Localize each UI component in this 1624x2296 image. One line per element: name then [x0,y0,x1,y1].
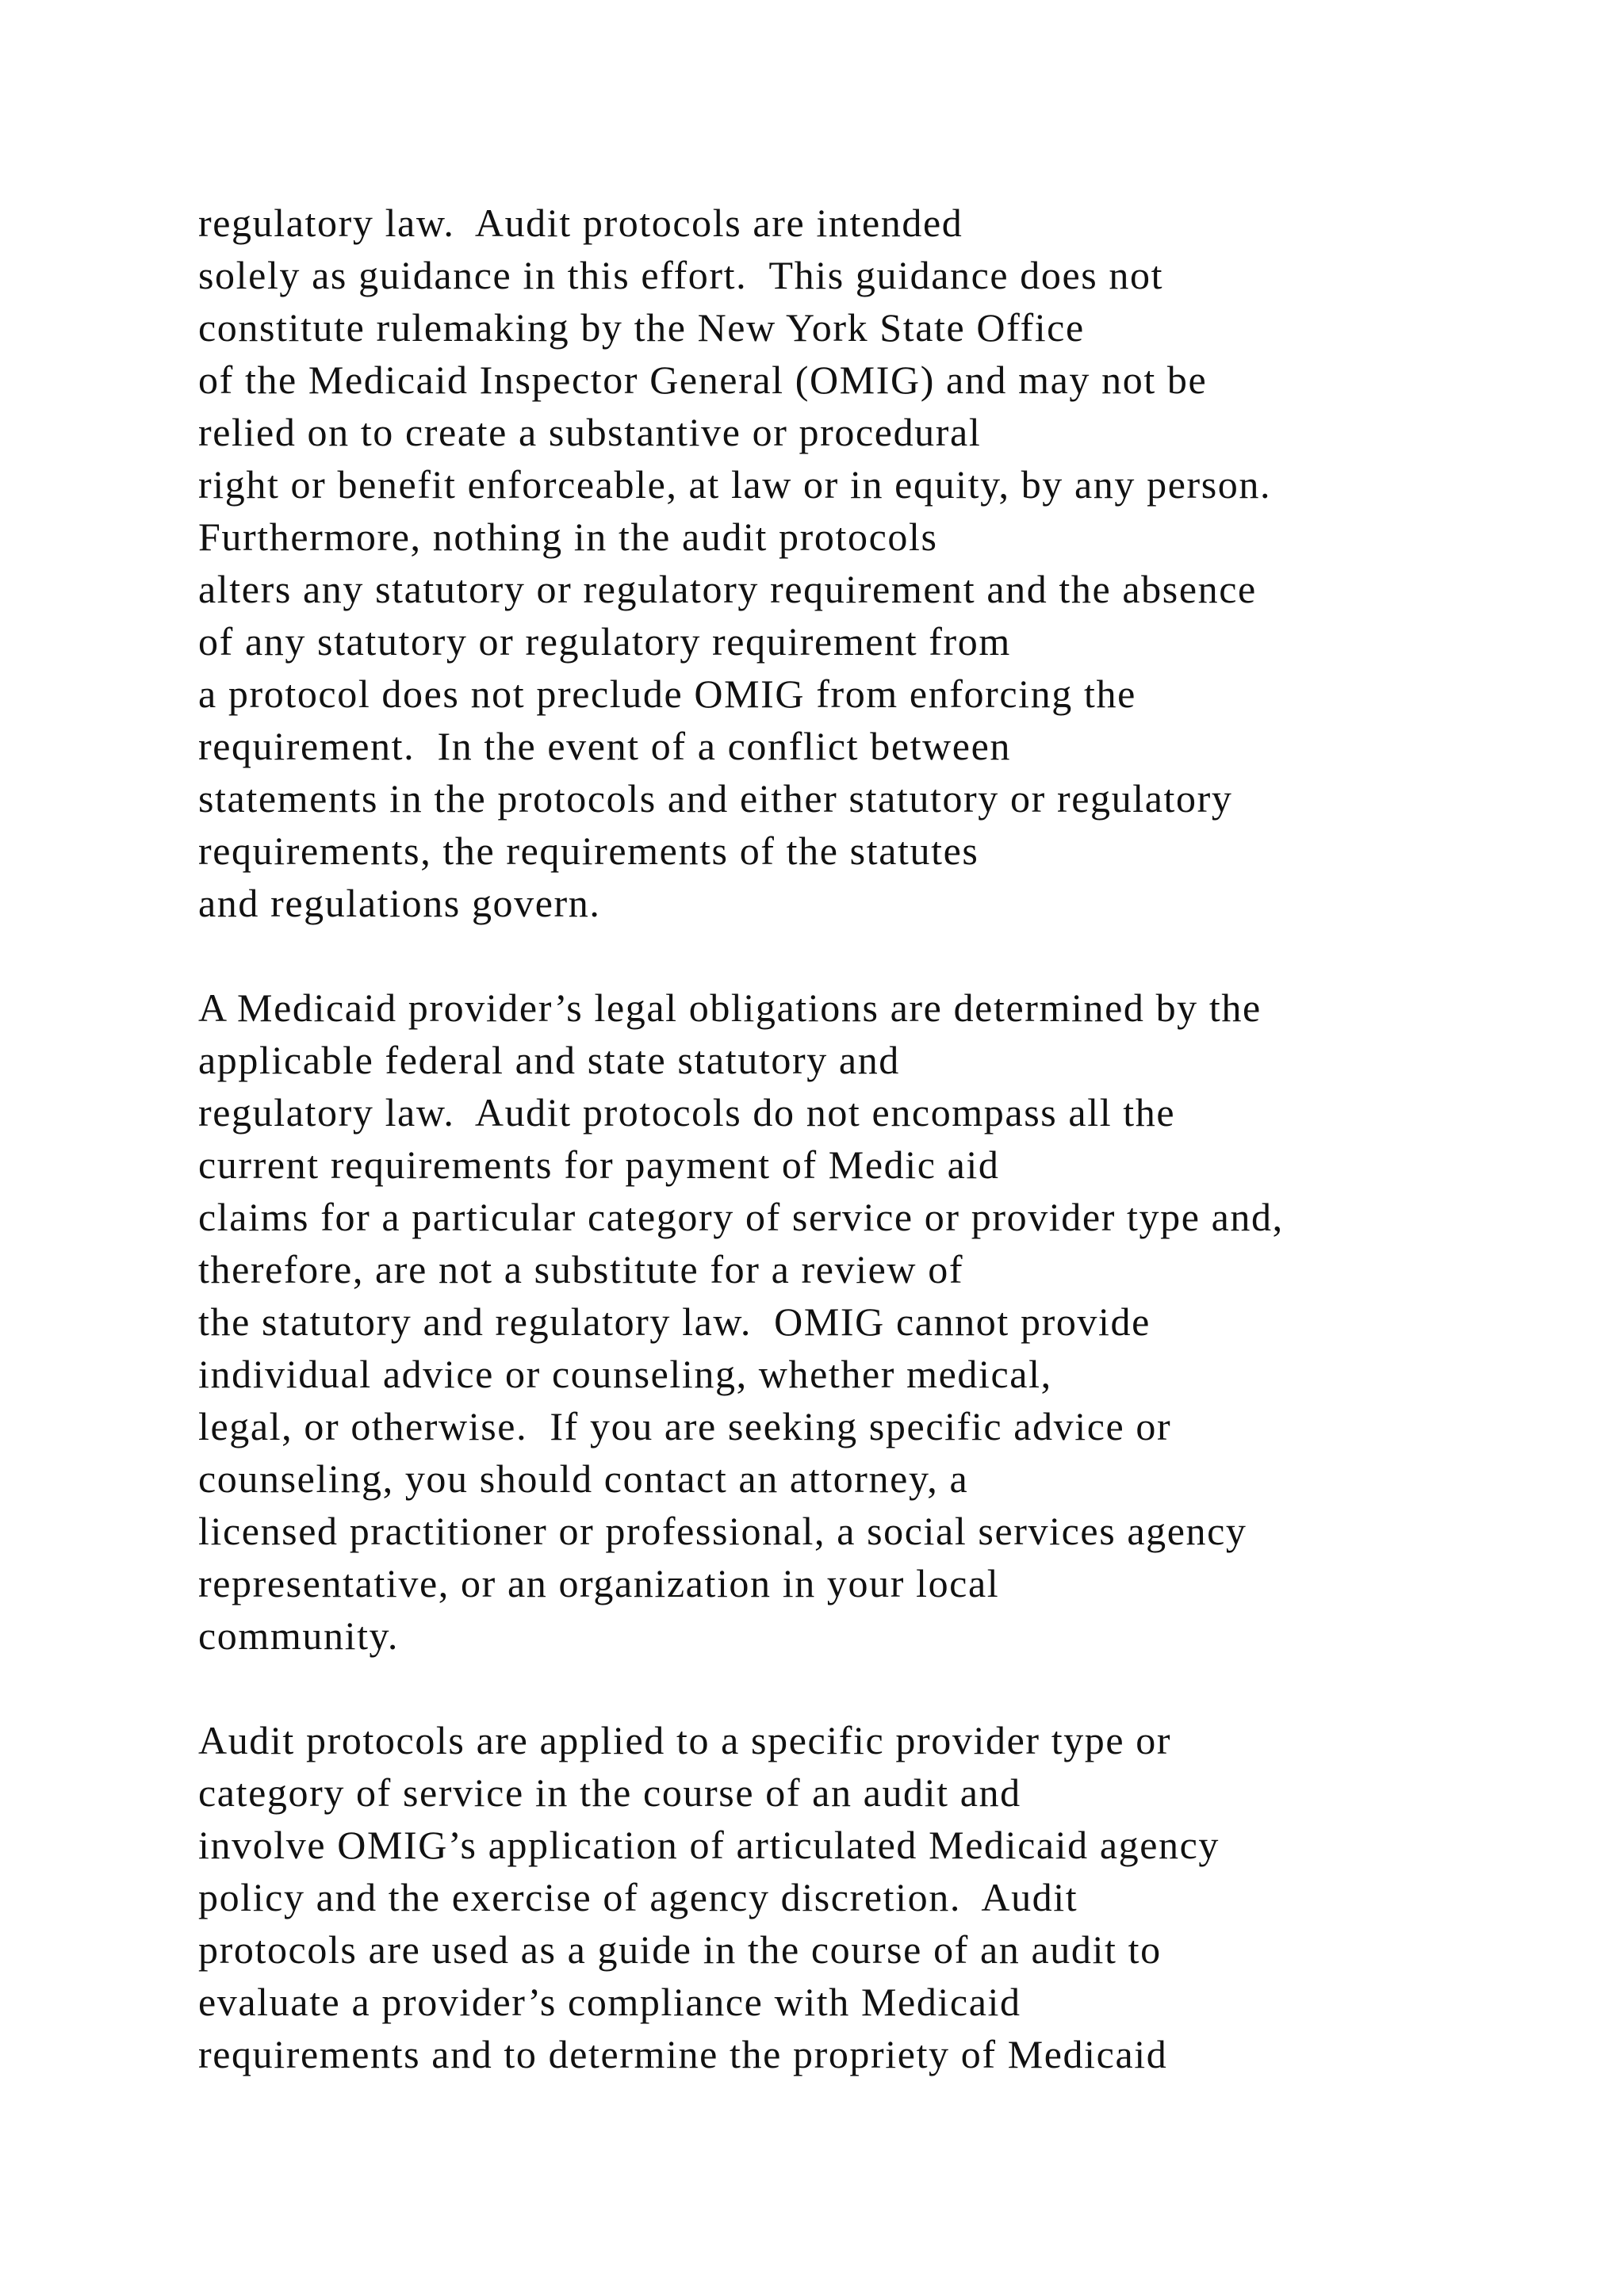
text-line: Audit protocols are applied to a specific provider type or [198,1718,1172,1762]
text-line: policy and the exercise of agency discretion. Audit [198,1875,1078,1919]
text-line: the statutory and regulatory law. OMIG cannot provide [198,1299,1151,1344]
text-line: regulatory law. Audit protocols do not encompass all the [198,1090,1176,1135]
text-line: therefore, are not a substitute for a review of [198,1247,964,1292]
paragraph-legal-obligations [198,982,1546,1662]
text-line: claims for a particular category of service or provider type and, [198,1195,1284,1239]
text-line: evaluate a provider’s compliance with Medicaid [198,1980,1021,2024]
text-line: of any statutory or regulatory requirement from [198,619,1011,664]
paragraph-disclaimer-guidance [198,197,1546,929]
text-line: protocols are used as a guide in the course of an audit to [198,1927,1162,1972]
text-line: current requirements for payment of Medic aid [198,1142,1000,1187]
text-line: requirements, the requirements of the statutes [198,828,979,873]
text-line: right or benefit enforceable, at law or in equity, by any person. [198,462,1272,507]
text-line: constitute rulemaking by the New York State Office [198,305,1085,350]
text-line: A Medicaid provider’s legal obligations are determined by the [198,985,1262,1030]
text-line: Furthermore, nothing in the audit protocols [198,515,938,559]
text-line: of the Medicaid Inspector General (OMIG) and may not be [198,358,1208,402]
text-line: statements in the protocols and either statutory or regulatory [198,776,1233,821]
text-line: relied on to create a substantive or procedural [198,410,982,454]
text-line: community. [198,1613,400,1658]
text-line: and regulations govern. [198,881,601,925]
document-body [198,197,1546,2080]
text-line: licensed practitioner or professional, a social services agency [198,1509,1247,1553]
text-line: applicable federal and state statutory and [198,1038,900,1082]
text-line: legal, or otherwise. If you are seeking specific advice or [198,1404,1172,1448]
text-line: requirements and to determine the propriety of Medicaid [198,2032,1168,2076]
text-line: individual advice or counseling, whether medical, [198,1352,1052,1396]
text-line: requirement. In the event of a conflict between [198,724,1011,768]
text-line: counseling, you should contact an attorney, a [198,1456,969,1501]
text-line: category of service in the course of an audit and [198,1770,1021,1815]
text-line: involve OMIG’s application of articulated Medicaid agency [198,1823,1220,1867]
text-line: solely as guidance in this effort. This guidance does not [198,253,1164,297]
paragraph-audit-application [198,1714,1546,2080]
text-line: alters any statutory or regulatory requirement and the absence [198,567,1257,611]
text-line: representative, or an organization in your local [198,1561,1000,1605]
text-line: a protocol does not preclude OMIG from enforcing the [198,672,1136,716]
text-line: regulatory law. Audit protocols are intended [198,201,963,245]
